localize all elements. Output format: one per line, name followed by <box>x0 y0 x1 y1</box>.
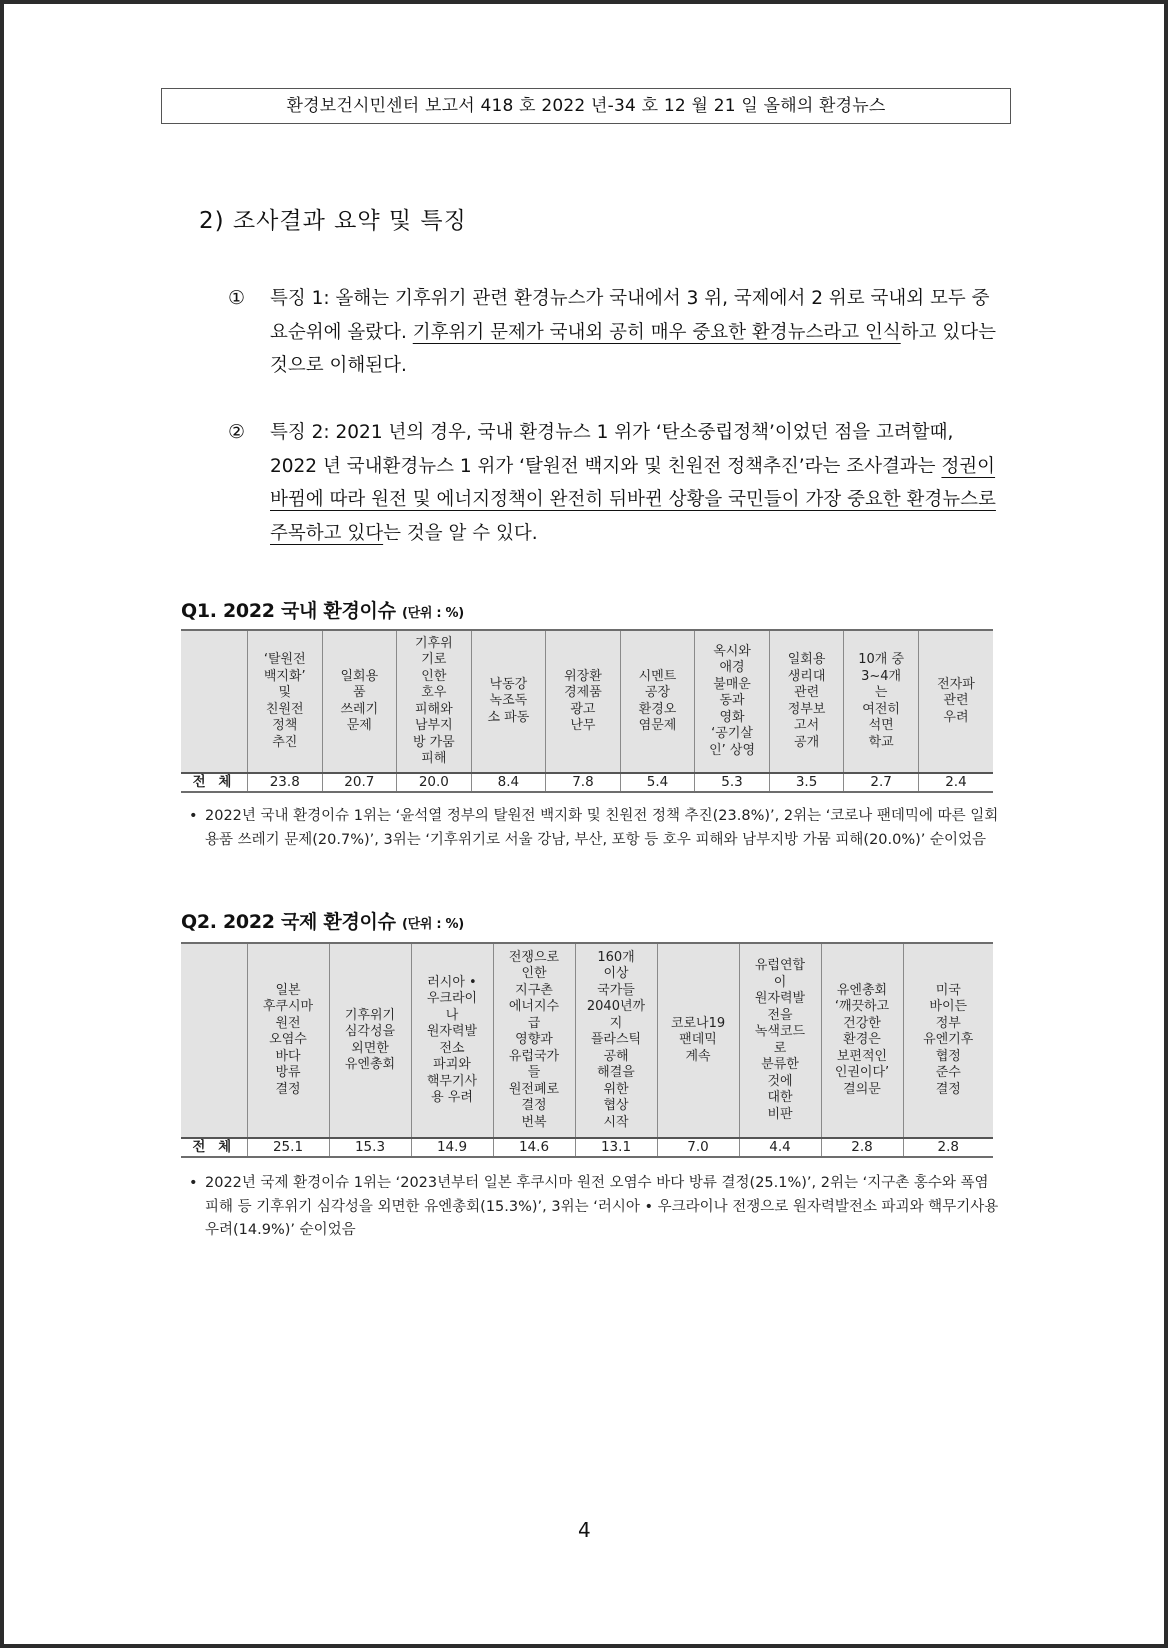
table1-note <box>189 805 999 852</box>
international-issues-table <box>181 942 993 1158</box>
table-cell: 7.0 <box>657 1138 739 1157</box>
table1-unit: (단위 : %) <box>401 606 464 621</box>
table-cell: 4.4 <box>739 1138 821 1157</box>
bullet-icon: • <box>189 1175 198 1191</box>
table-cell: 7.8 <box>546 773 621 792</box>
table-cell: 23.8 <box>247 773 322 792</box>
table-col-header: 위장환 경제품 광고 난무 <box>546 630 621 773</box>
bullet-icon: • <box>189 808 198 824</box>
feature-text-part: 하고 있다는 것으로 이해된다. <box>270 321 996 376</box>
feature-1 <box>228 282 998 383</box>
table-col-header: 일본 후쿠시마 원전 오염수 바다 방류 결정 <box>247 943 329 1138</box>
table-cell: 14.9 <box>411 1138 493 1157</box>
feature-text-part: 는 것을 알 수 있다. <box>383 522 538 544</box>
report-header: 환경보건시민센터 보고서 418 호 2022 년-34 호 12 월 21 일 올해의 환경뉴스 <box>161 88 1011 124</box>
table-cell: 2.8 <box>903 1138 993 1157</box>
table-col-header: 유럽연합 이 원자력발 전을 녹색코드 로 분류한 것에 대한 비판 <box>739 943 821 1138</box>
page-number: 4 <box>578 1518 591 1542</box>
table-corner-cell <box>181 943 247 1138</box>
table-row <box>181 773 993 792</box>
table-col-header: 일회용 품 쓰레기 문제 <box>322 630 397 773</box>
feature-text-underlined: 정권이 바뀜에 따라 원전 및 에너지정책이 완전히 뒤바뀐 상황을 국민들이 가장 중요한 환경뉴스로 주목하고 있다 <box>270 455 996 544</box>
table-col-header: 160개 이상 국가들 2040년까 지 플라스틱 공해 해결을 위한 협상 시작 <box>575 943 657 1138</box>
feature-number: ② <box>228 421 246 443</box>
table-col-header: 기후위기 심각성을 외면한 유엔총회 <box>329 943 411 1138</box>
feature-text-underlined: 기후위기 문제가 국내외 공히 매우 중요한 환경뉴스라고 인식 <box>412 321 901 343</box>
table-cell: 2.7 <box>844 773 919 792</box>
table-col-header: 미국 바이든 정부 유엔기후 협정 준수 결정 <box>903 943 993 1138</box>
table1-title <box>181 596 464 623</box>
table2-title <box>181 907 464 934</box>
table-col-header: 러시아 • 우크라이 나 원자력발 전소 파괴와 핵무기사 용 우려 <box>411 943 493 1138</box>
table-row <box>181 1138 993 1157</box>
table-cell: 14.6 <box>493 1138 575 1157</box>
table2-title-text: Q2. 2022 국제 환경이슈 <box>181 911 396 933</box>
note-text: 2022년 국내 환경이슈 1위는 ‘윤석열 정부의 탈원전 백지화 및 친원전 정책 추진(23.8%)’, 2위는 ‘코로나 팬데믹에 따른 일회용품 쓰레기 문제(20.7%)’, 3위는 ‘기후위기로 서울 강남, 부산, 포항 등 호우 피해와 남부지방 가뭄 피해(20.0%)’ 순이었음 <box>205 808 999 848</box>
feature-text <box>270 416 998 550</box>
table-col-header: 일회용 생리대 관련 정부보 고서 공개 <box>769 630 844 773</box>
table-cell: 3.5 <box>769 773 844 792</box>
table-cell: 5.4 <box>620 773 695 792</box>
table-row-label: 전 체 <box>181 1138 247 1157</box>
table-cell: 13.1 <box>575 1138 657 1157</box>
table-col-header: 낙동강 녹조독 소 파동 <box>471 630 546 773</box>
feature-text-part: 특징 2: 2021 년의 경우, 국내 환경뉴스 1 위가 ‘탄소중립정책’이었던 점을 고려할때, 2022 년 국내환경뉴스 1 위가 ‘탈원전 백지와 및 친원전 정책추진’라는 조사결과는 <box>270 422 954 477</box>
table-header-row <box>181 630 993 773</box>
section-title: 2) 조사결과 요약 및 특징 <box>199 208 467 234</box>
feature-2 <box>228 416 998 550</box>
feature-text <box>270 282 998 383</box>
table-cell: 8.4 <box>471 773 546 792</box>
table-corner-cell <box>181 630 247 773</box>
table-col-header: 전쟁으로 인한 지구촌 에너지수 급 영향과 유럽국가 들 원전폐로 결정 번복 <box>493 943 575 1138</box>
feature-text-part: 특징 1: 올해는 기후위기 관련 환경뉴스가 국내에서 3 위, 국제에서 2 위로 국내외 모두 중요순위에 올랐다. <box>270 288 990 343</box>
table1-title-text: Q1. 2022 국내 환경이슈 <box>181 600 396 622</box>
table-col-header: 유엔총회 ‘깨끗하고 건강한 환경은 보편적인 인권이다’ 결의문 <box>821 943 903 1138</box>
domestic-issues-table <box>181 629 993 793</box>
table-col-header: 전자파 관련 우려 <box>918 630 993 773</box>
table-cell: 2.4 <box>918 773 993 792</box>
table2-note <box>189 1172 999 1243</box>
table-col-header: 코로나19 팬데믹 계속 <box>657 943 739 1138</box>
table-cell: 2.8 <box>821 1138 903 1157</box>
table-row-label: 전 체 <box>181 773 247 792</box>
table-col-header: 10개 중 3~4개 는 여전히 석면 학교 <box>844 630 919 773</box>
feature-number: ① <box>228 287 246 309</box>
table-header-row <box>181 943 993 1138</box>
table-cell: 20.0 <box>397 773 472 792</box>
note-text: 2022년 국제 환경이슈 1위는 ‘2023년부터 일본 후쿠시마 원전 오염수 바다 방류 결정(25.1%)’, 2위는 ‘지구촌 홍수와 폭염 피해 등 기후위기 심각성을 외면한 유엔총회(15.3%)’, 3위는 ‘러시아 • 우크라이나 전쟁으로 원자력발전소 파괴와 핵무기사용 우려(14.9%)’ 순이었음 <box>205 1175 999 1238</box>
table-cell: 5.3 <box>695 773 770 792</box>
table2-unit: (단위 : %) <box>401 917 464 932</box>
table-col-header: ‘탈원전 백지화’ 및 친원전 정책 추진 <box>247 630 322 773</box>
table-cell: 20.7 <box>322 773 397 792</box>
table-col-header: 기후위 기로 인한 호우 피해와 남부지 방 가뭄 피해 <box>397 630 472 773</box>
table-col-header: 시멘트 공장 환경오 염문제 <box>620 630 695 773</box>
table-cell: 15.3 <box>329 1138 411 1157</box>
table-col-header: 옥시와 애경 불매운 동과 영화 ‘공기살 인’ 상영 <box>695 630 770 773</box>
table-cell: 25.1 <box>247 1138 329 1157</box>
